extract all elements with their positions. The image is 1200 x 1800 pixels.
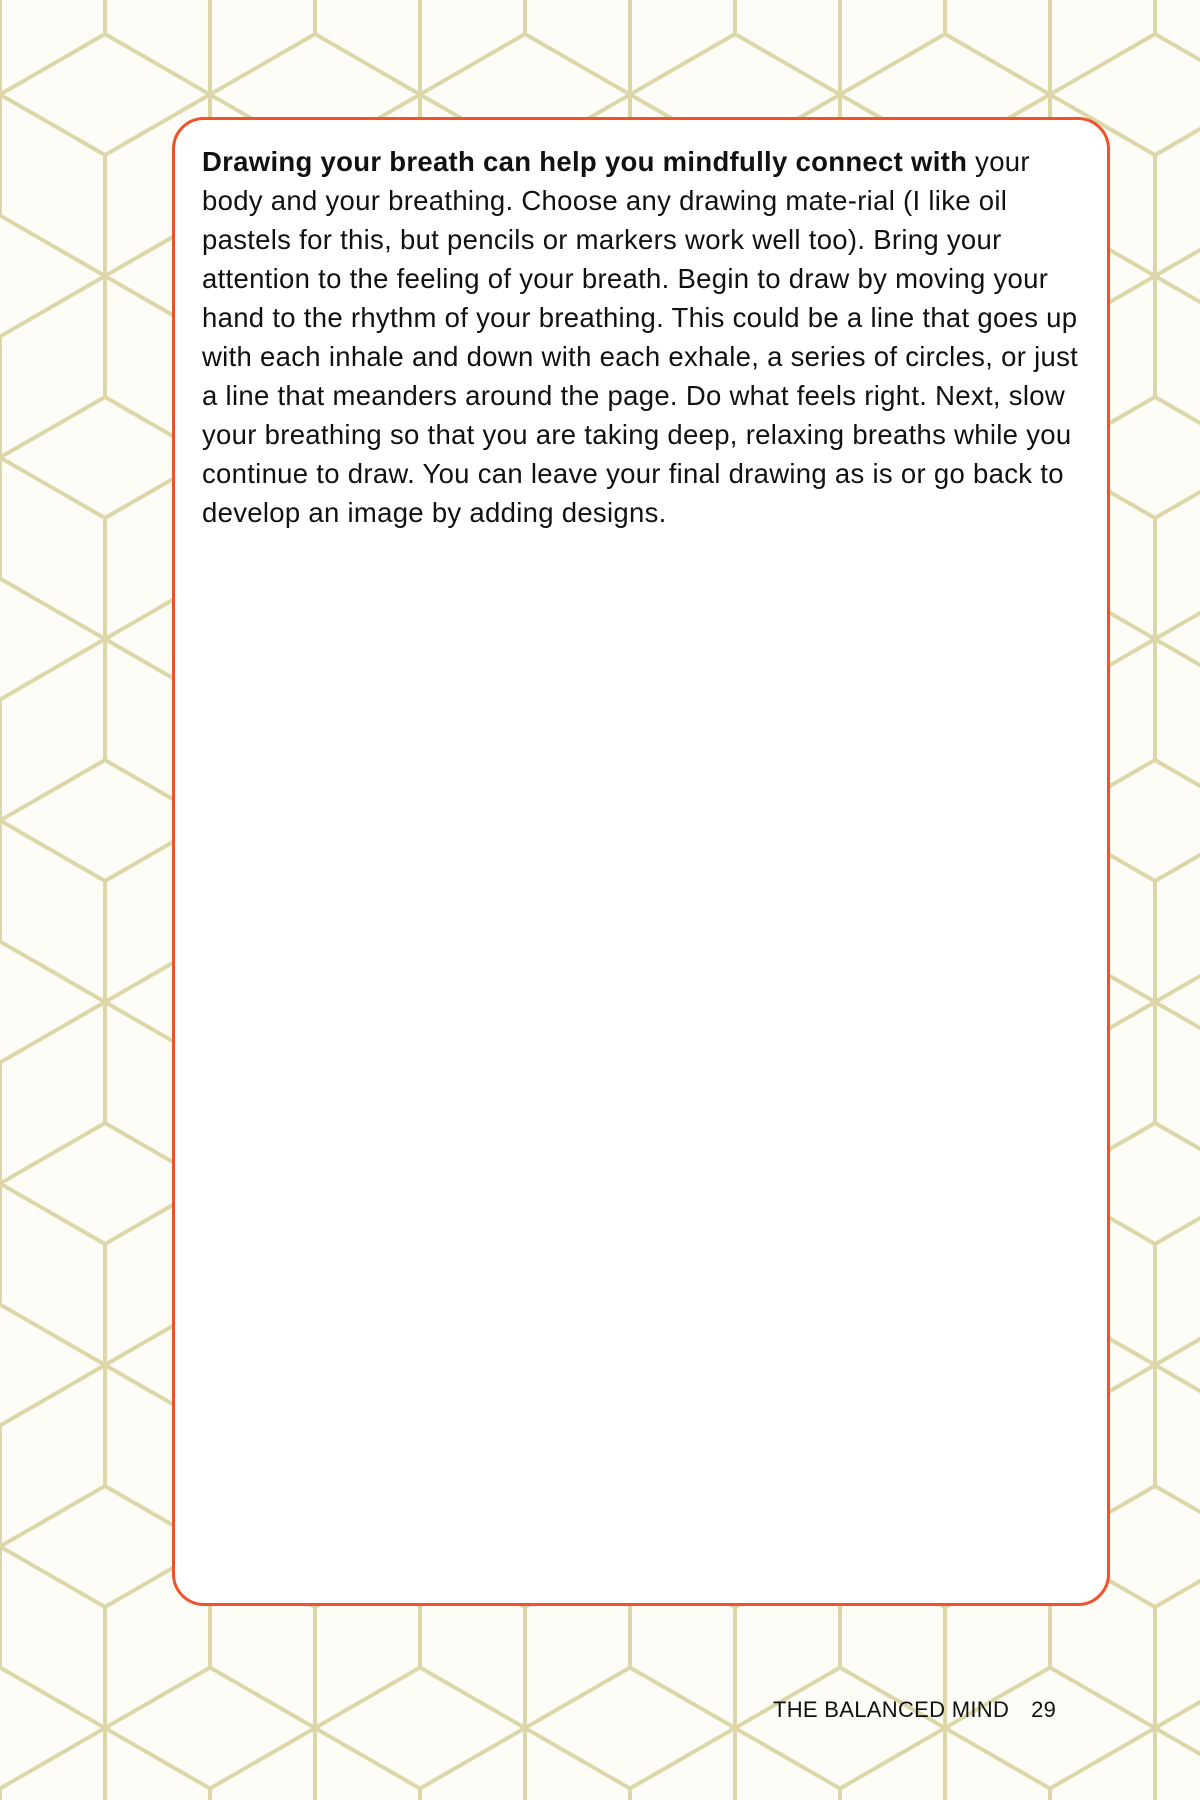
page-number: 29 (1031, 1697, 1057, 1722)
page-footer (773, 1697, 1056, 1723)
instructions-body: your body and your breathing. Choose any drawing mate-rial (I like oil pastels for this, but pencils or markers work well too). Bring your attention to the feeling of your breath. Begin to draw by moving your hand to the rhythm of your breathing. This could be a line that goes up with each inhale and down with each exhale, a series of circles, or just a line that meanders around the page. Do what feels right. Next, slow your breathing so that you are taking deep, relaxing breaths while you continue to draw. You can leave your final drawing as is or go back to develop an image by adding designs. (202, 146, 1079, 528)
running-title: THE BALANCED MIND (773, 1697, 1010, 1722)
drawing-area-card[interactable] (172, 117, 1110, 1606)
instructions-text (202, 142, 1092, 532)
instructions-lead: Drawing your breath can help you mindfully connect with (202, 146, 968, 177)
